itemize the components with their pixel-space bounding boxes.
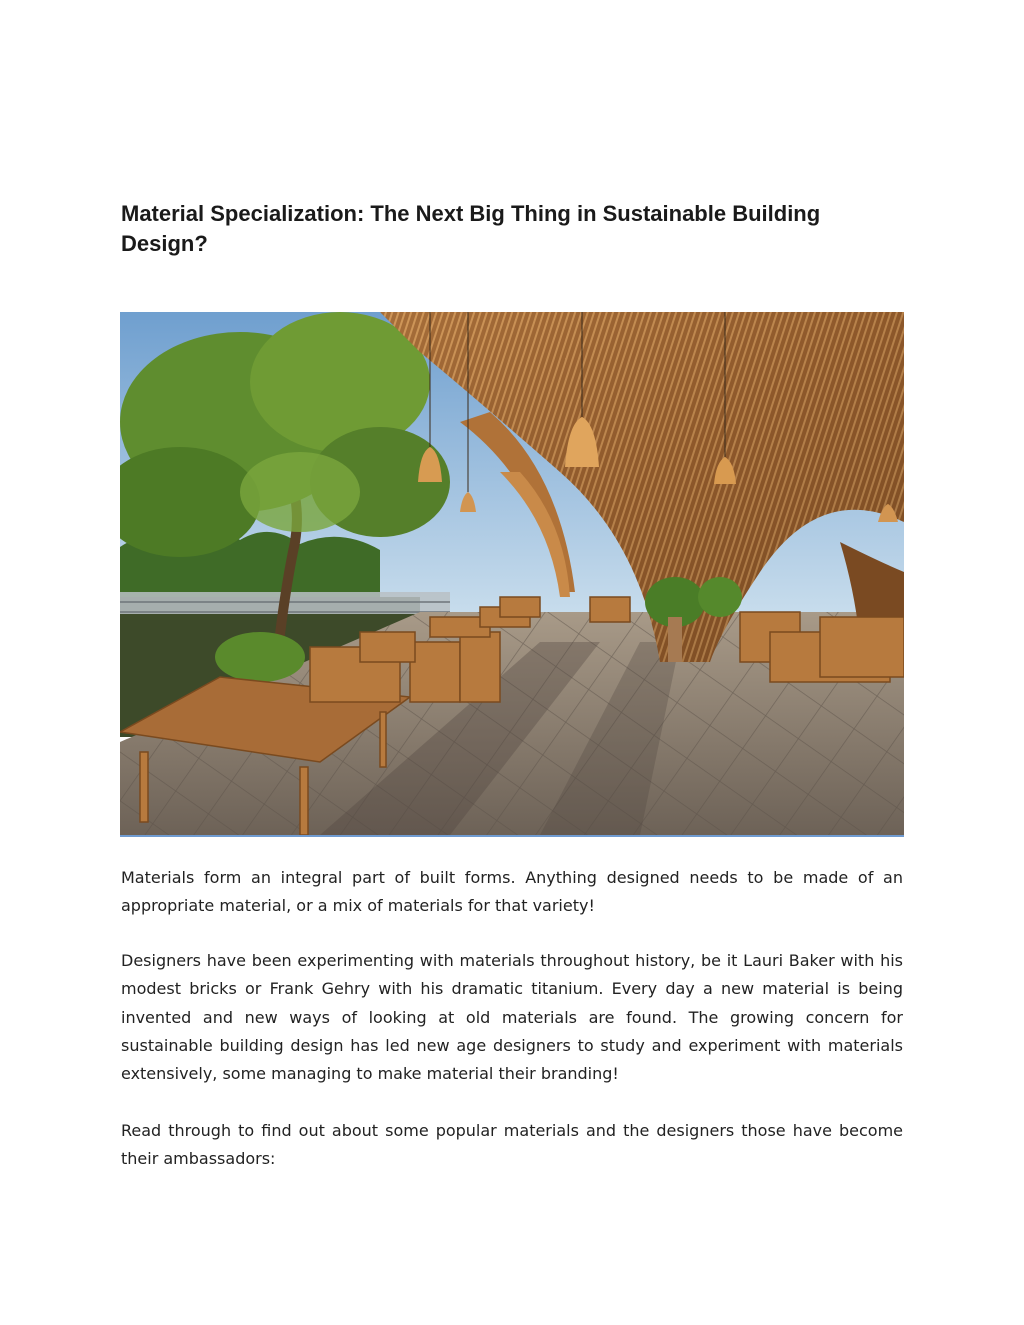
photo-illustration <box>120 312 904 835</box>
body-paragraph-1: Materials form an integral part of built forms. Anything designed needs to be made of an appropriate material, or a mix of materials for that variety! <box>121 868 903 916</box>
body-paragraph-2: Designers have been experimenting with materials throughout history, be it Lauri Baker with his modest bricks or Frank Gehry with his dramatic titanium. Every day a new material is being invented and new ways of looking at old materials are found. The growing concern for sustainable building design has led new age designers to study and experiment with materials extensively, some managing to make material their branding! <box>121 951 903 1084</box>
body-paragraph-3: Read through to find out about some popular materials and the designers those have become their ambassadors: <box>121 1121 903 1169</box>
bamboo-pavilion-photo <box>120 312 904 837</box>
article-title: Material Specialization: The Next Big Thing in Sustainable Building Design? <box>121 201 821 256</box>
